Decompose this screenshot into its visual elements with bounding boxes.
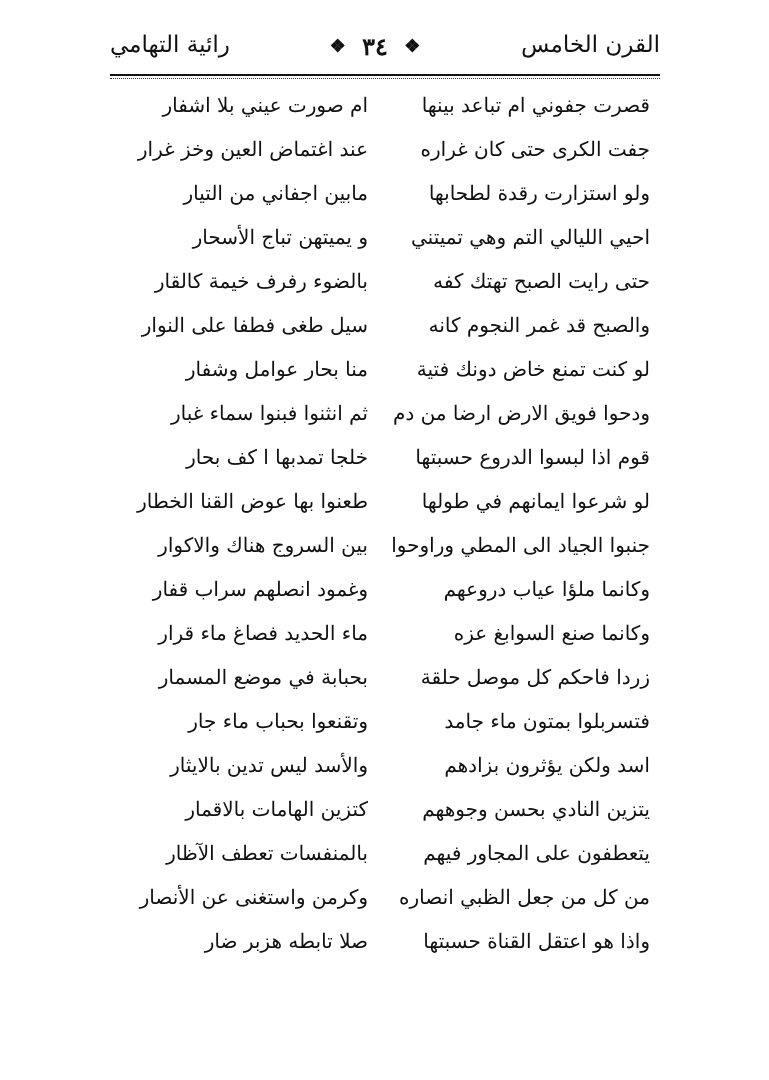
first-hemistich: وكانما ملؤا عياب دروعهم (443, 577, 650, 601)
first-hemistich: ودحوا فويق الارض ارضا من دم (392, 401, 650, 425)
verse-line (120, 656, 650, 700)
verse-line (120, 260, 650, 304)
page-header (110, 30, 660, 70)
first-hemistich: فتسربلوا بمتون ماء جامد (444, 709, 650, 733)
second-hemistich: كتزين الهامات بالاقمار (185, 797, 368, 821)
running-head-century: القرن الخامس (521, 32, 660, 58)
first-hemistich: ولو استزارت رقدة لطحابها (428, 181, 650, 205)
verse-line (120, 700, 650, 744)
first-hemistich: واذا هو اعتقل القناة حسبتها (423, 929, 650, 953)
verse-line (120, 480, 650, 524)
second-hemistich: بين السروج هناك والاكوار (158, 533, 368, 557)
first-hemistich: زردا فاحكم كل موصل حلقة (420, 665, 650, 689)
verse-line (120, 304, 650, 348)
second-hemistich: و يميتهن تباج الأسحار (192, 225, 368, 249)
verse-line (120, 128, 650, 172)
first-hemistich: اسد ولكن يؤثرون بزادهم (444, 753, 650, 777)
first-hemistich: وكانما صنع السوابغ عزه (453, 621, 650, 645)
second-hemistich: ماء الحديد فصاغ ماء قرار (158, 621, 368, 645)
second-hemistich: بالضوء رفرف خيمة كالقار (154, 269, 368, 293)
second-hemistich: وتقنعوا بحباب ماء جار (188, 709, 368, 733)
verse-line (120, 84, 650, 128)
verse-line (120, 744, 650, 788)
first-hemistich: لو شرعوا ايمانهم في طولها (421, 489, 650, 513)
first-hemistich: احيي الليالي التم وهي تميتني (411, 225, 650, 249)
running-head-title: رائية التهامي (110, 32, 230, 58)
first-hemistich: يتزين النادي بحسن وجوههم (422, 797, 650, 821)
verse-line (120, 876, 650, 920)
verse-line (120, 920, 650, 964)
first-hemistich: حتى رايت الصبح تهتك كفه (433, 269, 650, 293)
ornament-right-icon: ❖ (404, 36, 421, 57)
second-hemistich: طعنوا بها عوض القنا الخطار (137, 489, 368, 513)
second-hemistich: والأسد ليس تدين بالايثار (170, 753, 368, 777)
verse-line (120, 832, 650, 876)
verse-line (120, 524, 650, 568)
second-hemistich: بحبابة في موضع المسمار (158, 665, 368, 689)
ornament-left-icon: ❖ (329, 36, 346, 57)
first-hemistich: يتعطفون على المجاور فيهم (423, 841, 650, 865)
second-hemistich: وغمود انصلهم سراب قفار (152, 577, 368, 601)
poem-body (120, 84, 650, 964)
second-hemistich: صلا تابطه هزبر ضار (204, 929, 368, 953)
second-hemistich: عند اغتماض العين وخز غرار (137, 137, 368, 161)
verse-line (120, 788, 650, 832)
first-hemistich: من كل من جعل الظبي انصاره (399, 885, 650, 909)
second-hemistich: منا بحار عوامل وشفار (185, 357, 368, 381)
second-hemistich: سيل طغى فطفا على النوار (141, 313, 368, 337)
first-hemistich: قصرت جفوني ام تباعد بينها (421, 93, 650, 117)
second-hemistich: مابين اجفاني من التيار (183, 181, 368, 205)
verse-line (120, 436, 650, 480)
second-hemistich: ام صورت عيني بلا اشفار (162, 93, 368, 117)
header-rule-dotted (110, 78, 660, 79)
verse-line (120, 172, 650, 216)
second-hemistich: بالمنفسات تعطف الآظار (166, 841, 368, 865)
page-number: ٣٤ (362, 32, 388, 61)
verse-line (120, 392, 650, 436)
second-hemistich: خلجا تمدبها ا كف بحار (186, 445, 368, 469)
verse-line (120, 612, 650, 656)
verse-line (120, 568, 650, 612)
header-rule (110, 74, 660, 76)
first-hemistich: لو كنت تمنع خاض دونك فتية (416, 357, 650, 381)
second-hemistich: وكرمن واستغنى عن الأنصار (139, 885, 368, 909)
first-hemistich: قوم اذا لبسوا الدروع حسبتها (415, 445, 650, 469)
verse-line (120, 216, 650, 260)
first-hemistich: جنبوا الجياد الى المطي وراوحوا (391, 533, 650, 557)
page-number-block (320, 30, 430, 61)
second-hemistich: ثم انثنوا فبنوا سماء غبار (171, 401, 368, 425)
verse-line (120, 348, 650, 392)
first-hemistich: جفت الكرى حتى كان غراره (420, 137, 650, 161)
first-hemistich: والصبح قد غمر النجوم كانه (428, 313, 650, 337)
